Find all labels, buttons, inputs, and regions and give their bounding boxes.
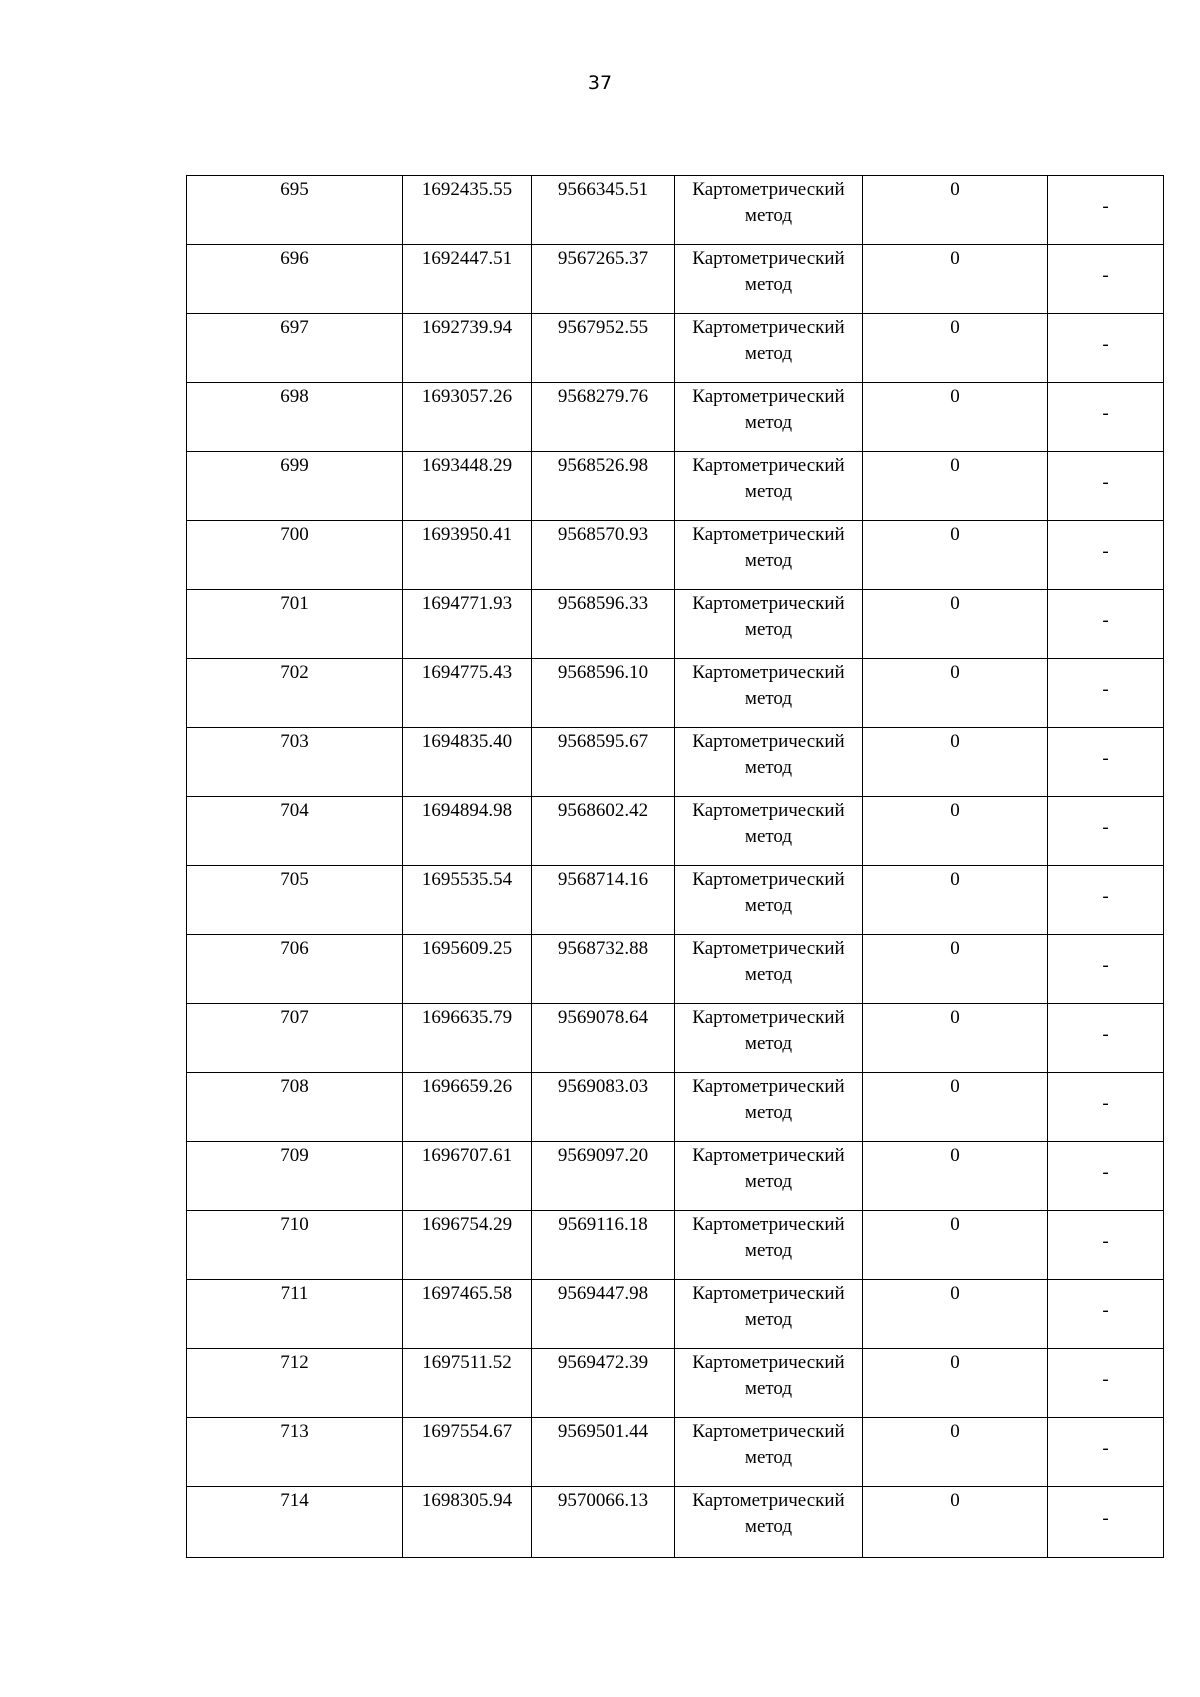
x-coordinate-cell: [403, 866, 532, 935]
method-line-1: Картометрический: [692, 800, 845, 821]
error-cell: [863, 935, 1048, 1004]
note-value: -: [1102, 334, 1109, 355]
point-number-cell: [187, 1211, 403, 1280]
method-cell: [675, 1349, 863, 1418]
point-number: 705: [280, 869, 309, 890]
table-row: [187, 1418, 1164, 1487]
error-cell: [863, 314, 1048, 383]
y-coordinate-cell: [532, 314, 675, 383]
note-cell: [1048, 245, 1164, 314]
table-row: [187, 797, 1164, 866]
method-cell: [675, 1073, 863, 1142]
note-cell: [1048, 590, 1164, 659]
method-line-2: метод: [744, 412, 793, 433]
y-coordinate-cell: [532, 383, 675, 452]
note-value: -: [1102, 541, 1109, 562]
point-number: 709: [280, 1145, 309, 1166]
method-cell: [675, 176, 863, 245]
error-value: 0: [950, 731, 960, 752]
method-cell: [675, 728, 863, 797]
x-coordinate: 1695535.54: [421, 869, 513, 890]
x-coordinate-cell: [403, 935, 532, 1004]
table-row: [187, 1004, 1164, 1073]
error-cell: [863, 1487, 1048, 1558]
method-line-1: Картометрический: [692, 593, 845, 614]
method-cell: [675, 590, 863, 659]
y-coordinate: 9570066.13: [557, 1490, 649, 1511]
method-line-2: метод: [744, 343, 793, 364]
point-number: 703: [280, 731, 309, 752]
note-cell: [1048, 1349, 1164, 1418]
error-value: 0: [950, 662, 960, 683]
point-number-cell: [187, 176, 403, 245]
x-coordinate-cell: [403, 728, 532, 797]
error-cell: [863, 866, 1048, 935]
method-line-1: Картометрический: [692, 455, 845, 476]
y-coordinate: 9568526.98: [557, 455, 649, 476]
method-line-2: метод: [744, 1102, 793, 1123]
table-row: [187, 1142, 1164, 1211]
y-coordinate: 9569116.18: [558, 1214, 648, 1235]
point-number-cell: [187, 1487, 403, 1558]
point-number: 707: [280, 1007, 309, 1028]
method-cell: [675, 1487, 863, 1558]
note-cell: [1048, 1280, 1164, 1349]
y-coordinate-cell: [532, 1349, 675, 1418]
y-coordinate: 9567952.55: [557, 317, 649, 338]
error-value: 0: [950, 1145, 960, 1166]
method-line-1: Картометрический: [692, 662, 845, 683]
x-coordinate-cell: [403, 1211, 532, 1280]
x-coordinate: 1697465.58: [421, 1283, 513, 1304]
y-coordinate: 9568602.42: [557, 800, 649, 821]
error-value: 0: [950, 938, 960, 959]
method-line-2: метод: [744, 1378, 793, 1399]
error-value: 0: [950, 386, 960, 407]
method-line-2: метод: [744, 1516, 793, 1537]
error-cell: [863, 659, 1048, 728]
y-coordinate-cell: [532, 1142, 675, 1211]
table-row: [187, 1211, 1164, 1280]
point-number-cell: [187, 383, 403, 452]
method-line-2: метод: [744, 1033, 793, 1054]
note-value: -: [1102, 1300, 1109, 1321]
y-coordinate-cell: [532, 590, 675, 659]
note-value: -: [1102, 679, 1109, 700]
method-line-2: метод: [744, 1240, 793, 1261]
y-coordinate-cell: [532, 452, 675, 521]
method-line-2: метод: [744, 688, 793, 709]
table-row: [187, 452, 1164, 521]
y-coordinate: 9566345.51: [557, 179, 649, 200]
point-number-cell: [187, 797, 403, 866]
x-coordinate: 1694835.40: [421, 731, 513, 752]
point-number-cell: [187, 521, 403, 590]
x-coordinate-cell: [403, 383, 532, 452]
point-number-cell: [187, 1073, 403, 1142]
table-row: [187, 1487, 1164, 1558]
point-number-cell: [187, 1280, 403, 1349]
table-row: [187, 521, 1164, 590]
table-row: [187, 866, 1164, 935]
table-row: [187, 590, 1164, 659]
y-coordinate-cell: [532, 1004, 675, 1073]
method-cell: [675, 314, 863, 383]
table-row: [187, 176, 1164, 245]
note-value: -: [1102, 955, 1109, 976]
y-coordinate: 9569472.39: [557, 1352, 649, 1373]
x-coordinate: 1693448.29: [421, 455, 513, 476]
note-value: -: [1102, 817, 1109, 838]
method-cell: [675, 1418, 863, 1487]
table-row: [187, 728, 1164, 797]
note-cell: [1048, 728, 1164, 797]
x-coordinate: 1692739.94: [421, 317, 513, 338]
note-cell: [1048, 452, 1164, 521]
x-coordinate: 1693057.26: [421, 386, 513, 407]
point-number-cell: [187, 935, 403, 1004]
x-coordinate-cell: [403, 314, 532, 383]
point-number: 700: [280, 524, 309, 545]
x-coordinate: 1697554.67: [421, 1421, 513, 1442]
point-number: 711: [280, 1283, 309, 1304]
method-line-1: Картометрический: [692, 248, 845, 269]
coordinates-table: [186, 175, 1164, 1558]
point-number-cell: [187, 1142, 403, 1211]
x-coordinate-cell: [403, 590, 532, 659]
method-line-1: Картометрический: [692, 869, 845, 890]
point-number-cell: [187, 1349, 403, 1418]
table-row: [187, 245, 1164, 314]
y-coordinate-cell: [532, 1487, 675, 1558]
note-cell: [1048, 659, 1164, 728]
x-coordinate-cell: [403, 1280, 532, 1349]
table-row: [187, 659, 1164, 728]
error-cell: [863, 1349, 1048, 1418]
table-row: [187, 383, 1164, 452]
table-row: [187, 1073, 1164, 1142]
error-value: 0: [950, 1283, 960, 1304]
note-value: -: [1102, 196, 1109, 217]
x-coordinate-cell: [403, 1349, 532, 1418]
method-cell: [675, 383, 863, 452]
table-row: [187, 314, 1164, 383]
method-line-1: Картометрический: [692, 386, 845, 407]
x-coordinate-cell: [403, 1418, 532, 1487]
method-line-1: Картометрический: [692, 1283, 845, 1304]
method-line-1: Картометрический: [692, 1352, 845, 1373]
error-cell: [863, 176, 1048, 245]
error-cell: [863, 728, 1048, 797]
x-coordinate: 1692447.51: [421, 248, 513, 269]
note-cell: [1048, 1004, 1164, 1073]
point-number: 696: [280, 248, 309, 269]
error-value: 0: [950, 869, 960, 890]
y-coordinate-cell: [532, 728, 675, 797]
method-line-2: метод: [744, 964, 793, 985]
note-cell: [1048, 1487, 1164, 1558]
method-line-2: метод: [744, 826, 793, 847]
point-number-cell: [187, 866, 403, 935]
method-line-1: Картометрический: [692, 524, 845, 545]
method-line-2: метод: [744, 205, 793, 226]
y-coordinate-cell: [532, 521, 675, 590]
x-coordinate: 1694771.93: [421, 593, 513, 614]
error-cell: [863, 383, 1048, 452]
y-coordinate-cell: [532, 245, 675, 314]
y-coordinate-cell: [532, 176, 675, 245]
note-value: -: [1102, 1508, 1109, 1529]
y-coordinate: 9568732.88: [557, 938, 649, 959]
method-line-2: метод: [744, 757, 793, 778]
method-line-2: метод: [744, 895, 793, 916]
page-number: 37: [587, 72, 613, 94]
error-cell: [863, 1004, 1048, 1073]
point-number-cell: [187, 245, 403, 314]
method-line-2: метод: [744, 481, 793, 502]
method-line-2: метод: [744, 1171, 793, 1192]
error-cell: [863, 452, 1048, 521]
error-cell: [863, 1211, 1048, 1280]
x-coordinate-cell: [403, 452, 532, 521]
note-value: -: [1102, 265, 1109, 286]
error-cell: [863, 797, 1048, 866]
error-value: 0: [950, 1007, 960, 1028]
point-number-cell: [187, 452, 403, 521]
point-number: 710: [280, 1214, 309, 1235]
note-value: -: [1102, 1024, 1109, 1045]
note-value: -: [1102, 472, 1109, 493]
error-cell: [863, 1280, 1048, 1349]
point-number-cell: [187, 728, 403, 797]
point-number: 701: [280, 593, 309, 614]
method-cell: [675, 1280, 863, 1349]
error-value: 0: [950, 248, 960, 269]
x-coordinate: 1696659.26: [421, 1076, 513, 1097]
x-coordinate-cell: [403, 521, 532, 590]
x-coordinate-cell: [403, 659, 532, 728]
y-coordinate-cell: [532, 1073, 675, 1142]
x-coordinate: 1692435.55: [421, 179, 513, 200]
method-cell: [675, 659, 863, 728]
method-line-1: Картометрический: [692, 1007, 845, 1028]
error-cell: [863, 521, 1048, 590]
error-value: 0: [950, 1076, 960, 1097]
point-number-cell: [187, 1418, 403, 1487]
point-number-cell: [187, 314, 403, 383]
x-coordinate: 1696707.61: [421, 1145, 513, 1166]
method-cell: [675, 1142, 863, 1211]
note-cell: [1048, 1073, 1164, 1142]
point-number: 706: [280, 938, 309, 959]
table-row: [187, 1280, 1164, 1349]
x-coordinate-cell: [403, 1073, 532, 1142]
note-value: -: [1102, 1231, 1109, 1252]
x-coordinate-cell: [403, 176, 532, 245]
error-cell: [863, 245, 1048, 314]
note-value: -: [1102, 1093, 1109, 1114]
error-value: 0: [950, 179, 960, 200]
error-cell: [863, 1418, 1048, 1487]
y-coordinate-cell: [532, 1418, 675, 1487]
y-coordinate-cell: [532, 1211, 675, 1280]
y-coordinate: 9569447.98: [557, 1283, 649, 1304]
error-value: 0: [950, 1490, 960, 1511]
y-coordinate: 9569083.03: [557, 1076, 649, 1097]
method-line-1: Картометрический: [692, 1145, 845, 1166]
x-coordinate: 1695609.25: [421, 938, 513, 959]
method-line-2: метод: [744, 1309, 793, 1330]
note-cell: [1048, 521, 1164, 590]
note-value: -: [1102, 886, 1109, 907]
error-value: 0: [950, 1214, 960, 1235]
x-coordinate-cell: [403, 797, 532, 866]
method-line-2: метод: [744, 274, 793, 295]
method-line-2: метод: [744, 619, 793, 640]
x-coordinate-cell: [403, 1142, 532, 1211]
note-cell: [1048, 797, 1164, 866]
y-coordinate: 9568570.93: [557, 524, 649, 545]
y-coordinate: 9567265.37: [557, 248, 649, 269]
point-number: 704: [280, 800, 309, 821]
y-coordinate: 9568595.67: [557, 731, 649, 752]
method-line-2: метод: [744, 550, 793, 571]
x-coordinate: 1697511.52: [422, 1352, 512, 1373]
coordinates-table-body: [187, 176, 1164, 1558]
x-coordinate: 1694894.98: [421, 800, 513, 821]
method-line-1: Картометрический: [692, 731, 845, 752]
note-cell: [1048, 1211, 1164, 1280]
point-number: 712: [280, 1352, 309, 1373]
method-cell: [675, 245, 863, 314]
method-line-1: Картометрический: [692, 1076, 845, 1097]
error-cell: [863, 1073, 1048, 1142]
method-line-1: Картометрический: [692, 1214, 845, 1235]
x-coordinate: 1693950.41: [421, 524, 513, 545]
note-value: -: [1102, 748, 1109, 769]
x-coordinate: 1698305.94: [421, 1490, 513, 1511]
point-number: 702: [280, 662, 309, 683]
error-value: 0: [950, 524, 960, 545]
error-value: 0: [950, 455, 960, 476]
error-value: 0: [950, 800, 960, 821]
note-cell: [1048, 1142, 1164, 1211]
note-cell: [1048, 176, 1164, 245]
y-coordinate-cell: [532, 1280, 675, 1349]
method-line-2: метод: [744, 1447, 793, 1468]
error-value: 0: [950, 1352, 960, 1373]
point-number: 698: [280, 386, 309, 407]
method-line-1: Картометрический: [692, 938, 845, 959]
y-coordinate: 9568596.33: [557, 593, 649, 614]
error-cell: [863, 590, 1048, 659]
y-coordinate-cell: [532, 866, 675, 935]
x-coordinate: 1694775.43: [421, 662, 513, 683]
x-coordinate-cell: [403, 245, 532, 314]
method-cell: [675, 866, 863, 935]
point-number-cell: [187, 590, 403, 659]
x-coordinate-cell: [403, 1487, 532, 1558]
y-coordinate: 9568596.10: [557, 662, 649, 683]
y-coordinate-cell: [532, 935, 675, 1004]
x-coordinate-cell: [403, 1004, 532, 1073]
note-value: -: [1102, 1369, 1109, 1390]
error-cell: [863, 1142, 1048, 1211]
note-cell: [1048, 935, 1164, 1004]
error-value: 0: [950, 1421, 960, 1442]
note-value: -: [1102, 403, 1109, 424]
y-coordinate: 9569501.44: [557, 1421, 649, 1442]
method-line-1: Картометрический: [692, 317, 845, 338]
method-line-1: Картометрический: [692, 1421, 845, 1442]
note-cell: [1048, 866, 1164, 935]
method-cell: [675, 1211, 863, 1280]
method-cell: [675, 521, 863, 590]
table-row: [187, 1349, 1164, 1418]
method-cell: [675, 452, 863, 521]
note-cell: [1048, 383, 1164, 452]
method-cell: [675, 1004, 863, 1073]
point-number-cell: [187, 1004, 403, 1073]
table-row: [187, 935, 1164, 1004]
y-coordinate-cell: [532, 659, 675, 728]
point-number-cell: [187, 659, 403, 728]
y-coordinate: 9569097.20: [557, 1145, 649, 1166]
point-number: 695: [280, 179, 309, 200]
y-coordinate-cell: [532, 797, 675, 866]
error-value: 0: [950, 317, 960, 338]
y-coordinate: 9568279.76: [557, 386, 649, 407]
note-value: -: [1102, 1438, 1109, 1459]
error-value: 0: [950, 593, 960, 614]
note-cell: [1048, 314, 1164, 383]
x-coordinate: 1696635.79: [421, 1007, 513, 1028]
method-cell: [675, 935, 863, 1004]
note-value: -: [1102, 1162, 1109, 1183]
point-number: 714: [280, 1490, 309, 1511]
point-number: 697: [280, 317, 309, 338]
x-coordinate: 1696754.29: [421, 1214, 513, 1235]
method-cell: [675, 797, 863, 866]
point-number: 708: [280, 1076, 309, 1097]
note-value: -: [1102, 610, 1109, 631]
y-coordinate: 9569078.64: [557, 1007, 649, 1028]
note-cell: [1048, 1418, 1164, 1487]
y-coordinate: 9568714.16: [557, 869, 649, 890]
point-number: 699: [280, 455, 309, 476]
point-number: 713: [280, 1421, 309, 1442]
method-line-1: Картометрический: [692, 179, 845, 200]
method-line-1: Картометрический: [692, 1490, 845, 1511]
